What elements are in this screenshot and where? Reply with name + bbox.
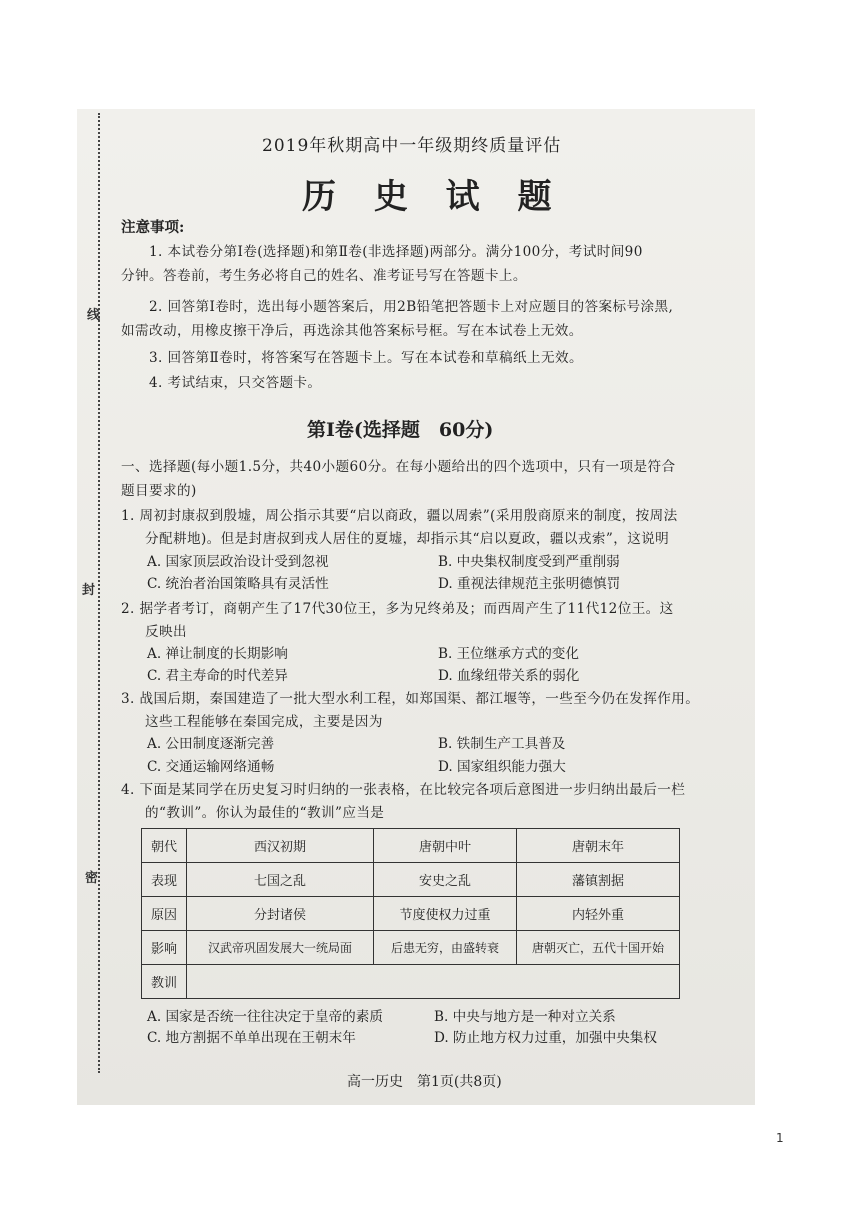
table-row [142, 829, 680, 863]
table-cell: 影响 [142, 931, 187, 965]
option-c: C. 统治者治国策略具有灵活性 [147, 576, 329, 592]
option-a: A. 禅让制度的长期影响 [147, 646, 288, 662]
table-cell: 分封诸侯 [187, 897, 374, 931]
table-cell: 表现 [142, 863, 187, 897]
table-cell: 唐朝末年 [517, 829, 680, 863]
table-cell: 内轻外重 [517, 897, 680, 931]
section-instruction: 一、选择题(每小题1.5分，共40小题60分。在每小题给出的四个选项中，只有一项是符合 [121, 459, 676, 475]
option-c: C. 交通运输网络通畅 [147, 759, 275, 775]
question-stem: 分配耕地)。但是封唐叔到戎人居住的夏墟，却指示其“启以夏政，疆以戎索”，这说明 [145, 531, 670, 547]
notice-line: 2. 回答第Ⅰ卷时，选出每小题答案后，用2B铅笔把答题卡上对应题目的答案标号涂黑, [149, 299, 674, 315]
option-b: B. 中央集权制度受到严重削弱 [438, 554, 620, 570]
option-d: D. 重视法律规范主张明德慎罚 [438, 576, 621, 592]
table-cell: 七国之乱 [187, 863, 374, 897]
notice-line: 4. 考试结束，只交答题卡。 [149, 375, 322, 391]
comparison-table [141, 828, 680, 999]
table-row [142, 897, 680, 931]
exam-title: 2019年秋期高中一年级期终质量评估 [262, 136, 562, 156]
question-stem: 1. 周初封康叔到殷墟，周公指示其要“启以商政，疆以周索”(采用殷商原来的制度，按周法 [121, 508, 678, 524]
option-a: A. 国家是否统一往往决定于皇帝的素质 [147, 1009, 383, 1025]
table-cell: 节度使权力过重 [374, 897, 517, 931]
question-stem: 这些工程能够在秦国完成，主要是因为 [145, 714, 383, 730]
margin-mark-feng: 封 [82, 583, 96, 598]
table-cell-empty [187, 965, 680, 999]
question-stem: 3. 战国后期，秦国建造了一批大型水利工程，如郑国渠、都江堰等，一些至今仍在发挥作用。 [121, 691, 700, 707]
table-cell: 安史之乱 [374, 863, 517, 897]
option-b: B. 中央与地方是一种对立关系 [434, 1009, 616, 1025]
section-heading: 第Ⅰ卷(选择题 60分) [307, 419, 494, 441]
page-number: 1 [776, 1131, 784, 1145]
table-cell: 后患无穷，由盛转衰 [374, 931, 517, 965]
table-cell: 汉武帝巩固发展大一统局面 [187, 931, 374, 965]
page-footer: 高一历史 第1页(共8页) [347, 1074, 502, 1090]
table-row [142, 863, 680, 897]
option-c: C. 君主寿命的时代差异 [147, 668, 288, 684]
option-d: D. 血缘纽带关系的弱化 [438, 668, 580, 684]
question-stem: 的“教训”。你认为最佳的“教训”应当是 [145, 805, 385, 821]
table-cell: 唐朝灭亡，五代十国开始 [517, 931, 680, 965]
margin-mark-xian: 线 [87, 308, 101, 323]
question-stem: 2. 据学者考订，商朝产生了17代30位王，多为兄终弟及；而西周产生了11代12位王。这 [121, 601, 674, 617]
option-d: D. 国家组织能力强大 [438, 759, 566, 775]
option-b: B. 王位继承方式的变化 [438, 646, 579, 662]
question-stem: 4. 下面是某同学在历史复习时归纳的一张表格，在比较完各项后意图进一步归纳出最后一栏 [121, 782, 686, 798]
binding-dotted-line [98, 113, 100, 1073]
margin-mark-mi: 密 [85, 871, 99, 886]
notice-line: 如需改动，用橡皮擦干净后，再选涂其他答案标号框。写在本试卷上无效。 [121, 323, 583, 339]
table-row [142, 931, 680, 965]
table-cell: 西汉初期 [187, 829, 374, 863]
table-cell: 藩镇割据 [517, 863, 680, 897]
option-a: A. 国家顶层政治设计受到忽视 [147, 554, 329, 570]
section-instruction: 题目要求的) [121, 483, 197, 499]
notice-line: 1. 本试卷分第Ⅰ卷(选择题)和第Ⅱ卷(非选择题)两部分。满分100分，考试时间90 [149, 244, 643, 260]
option-c: C. 地方割据不单单出现在王朝末年 [147, 1030, 356, 1046]
notice-line: 3. 回答第Ⅱ卷时，将答案写在答题卡上。写在本试卷和草稿纸上无效。 [149, 350, 583, 366]
table-cell: 原因 [142, 897, 187, 931]
table-cell: 唐朝中叶 [374, 829, 517, 863]
subject-title: 历 史 试 题 [302, 177, 565, 217]
option-b: B. 铁制生产工具普及 [438, 736, 566, 752]
question-stem: 反映出 [145, 624, 187, 640]
scanned-exam-page [77, 109, 755, 1105]
table-cell: 朝代 [142, 829, 187, 863]
table-cell: 教训 [142, 965, 187, 999]
notice-heading: 注意事项: [121, 219, 185, 236]
option-a: A. 公田制度逐渐完善 [147, 736, 275, 752]
notice-line: 分钟。答卷前，考生务必将自己的姓名、准考证号写在答题卡上。 [121, 268, 527, 284]
table-row [142, 965, 680, 999]
option-d: D. 防止地方权力过重，加强中央集权 [434, 1030, 657, 1046]
